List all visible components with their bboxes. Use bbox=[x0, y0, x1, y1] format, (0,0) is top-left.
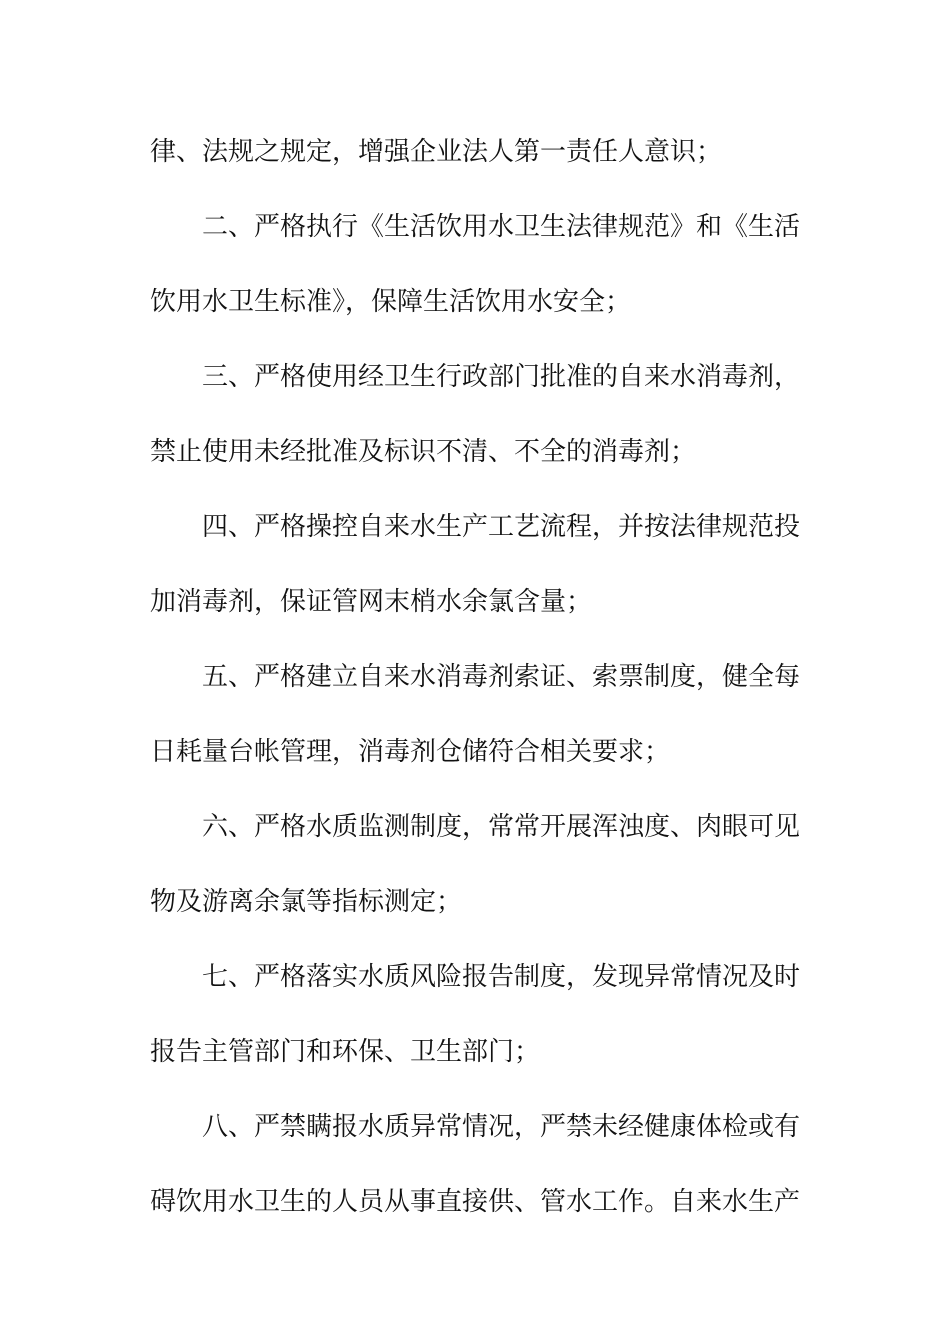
text-line: 饮用水卫生标准》，保障生活饮用水安全； bbox=[150, 287, 632, 317]
text-line: 五、严格建立自来水消毒剂索证、索票制度，健全每 bbox=[202, 662, 801, 692]
text-line: 七、严格落实水质风险报告制度，发现异常情况及时 bbox=[202, 962, 801, 992]
text-line: 律、法规之规定，增强企业法人第一责任人意识； bbox=[150, 137, 723, 167]
text-line: 二、严格执行《生活饮用水卫生法律规范》和《生活 bbox=[202, 212, 801, 242]
text-line: 四、严格操控自来水生产工艺流程，并按法律规范投 bbox=[202, 512, 801, 542]
text-line: 三、严格使用经卫生行政部门批准的自来水消毒剂， bbox=[202, 362, 801, 392]
text-line: 八、严禁瞒报水质异常情况，严禁未经健康体检或有 bbox=[202, 1112, 801, 1142]
text-line: 物及游离余氯等指标测定； bbox=[150, 887, 463, 917]
text-line: 日耗量台帐管理，消毒剂仓储符合相关要求； bbox=[150, 737, 671, 767]
text-line: 禁止使用未经批准及标识不清、不全的消毒剂； bbox=[150, 437, 697, 467]
text-line: 六、严格水质监测制度，常常开展浑浊度、肉眼可见 bbox=[202, 812, 801, 842]
text-line: 报告主管部门和环保、卫生部门； bbox=[150, 1037, 541, 1067]
text-line: 加消毒剂，保证管网末梢水余氯含量； bbox=[150, 587, 593, 617]
text-line: 碍饮用水卫生的人员从事直接供、管水工作。自来水生产 bbox=[150, 1187, 801, 1217]
